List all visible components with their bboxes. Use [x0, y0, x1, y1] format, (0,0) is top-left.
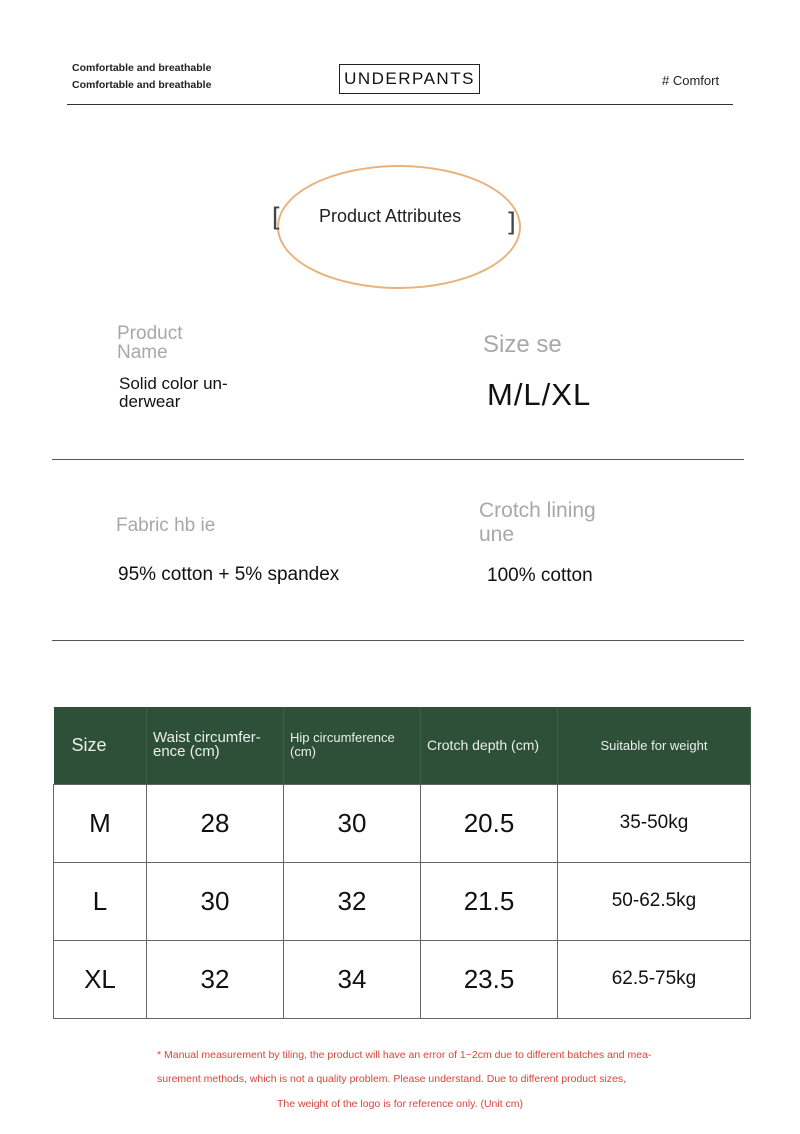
- section-divider-1: [52, 459, 744, 460]
- fabric-value: 95% cotton + 5% spandex: [118, 564, 340, 585]
- product-name-label-line-2: Name: [117, 342, 168, 363]
- header-waist: [147, 707, 284, 784]
- hashtag-label: # Comfort: [662, 73, 720, 88]
- cell-waist: 30: [147, 862, 284, 940]
- note-line-2: surement methods, which is not a quality problem. Please understand. Due to different product sizes,: [157, 1073, 627, 1085]
- header-tagline-1: Comfortable and breathable: [72, 62, 212, 74]
- header-crotch: Crotch depth (cm): [421, 707, 558, 784]
- header-tagline-2: Comfortable and breathable: [72, 79, 212, 91]
- table-row: [54, 784, 751, 862]
- cell-size: XL: [54, 940, 147, 1018]
- cell-waist: 32: [147, 940, 284, 1018]
- header-hip-line-1: Hip circumference: [290, 730, 395, 746]
- right-bracket-icon: ]: [504, 208, 520, 238]
- table-row: [54, 862, 751, 940]
- product-name-label: [117, 324, 182, 362]
- header-waist-line-2: ence (cm): [153, 743, 220, 761]
- cell-crotch: 23.5: [421, 940, 558, 1018]
- cell-weight: 35-50kg: [558, 784, 751, 862]
- size-label: Size se: [483, 331, 562, 358]
- brand-title: UNDERPANTS: [339, 64, 480, 94]
- header-waist-line-1: Waist circumfer-: [153, 729, 261, 747]
- header-weight: Suitable for weight: [558, 707, 751, 784]
- cell-waist: 28: [147, 784, 284, 862]
- note-line-3: The weight of the logo is for reference only. (Unit cm): [276, 1098, 524, 1110]
- cell-crotch: 21.5: [421, 862, 558, 940]
- crotch-lining-label: [479, 499, 596, 547]
- cell-size: L: [54, 862, 147, 940]
- table-row: [54, 940, 751, 1018]
- crotch-lining-label-line-1: Crotch lining: [479, 499, 596, 522]
- table-header-row: [54, 707, 751, 784]
- cell-crotch: 20.5: [421, 784, 558, 862]
- size-value: M/L/XL: [487, 377, 592, 412]
- cell-hip: 34: [284, 940, 421, 1018]
- product-name-label-line-1: Product: [117, 323, 183, 344]
- header-hip-line-2: (cm): [290, 744, 316, 760]
- cell-hip: 30: [284, 784, 421, 862]
- section-title-oval: [277, 165, 521, 289]
- product-name-value-line-1: Solid color un-: [119, 374, 228, 393]
- crotch-lining-label-line-2: une: [479, 523, 515, 546]
- header-hip: [284, 707, 421, 784]
- section-divider-2: [52, 640, 744, 641]
- header-divider: [67, 104, 733, 105]
- cell-weight: 50-62.5kg: [558, 862, 751, 940]
- header-size: Size: [54, 707, 147, 784]
- crotch-lining-value: 100% cotton: [487, 565, 593, 586]
- left-bracket-icon: [: [268, 203, 284, 233]
- size-table: [53, 707, 751, 1019]
- note-line-1: * Manual measurement by tiling, the product will have an error of 1~2cm due to different batches and mea-: [157, 1049, 652, 1061]
- product-name-value: [119, 375, 228, 411]
- cell-hip: 32: [284, 862, 421, 940]
- cell-weight: 62.5-75kg: [558, 940, 751, 1018]
- cell-size: M: [54, 784, 147, 862]
- section-title: Product Attributes: [319, 206, 462, 226]
- product-name-value-line-2: derwear: [119, 392, 181, 411]
- fabric-label: Fabric hb ie: [116, 515, 216, 536]
